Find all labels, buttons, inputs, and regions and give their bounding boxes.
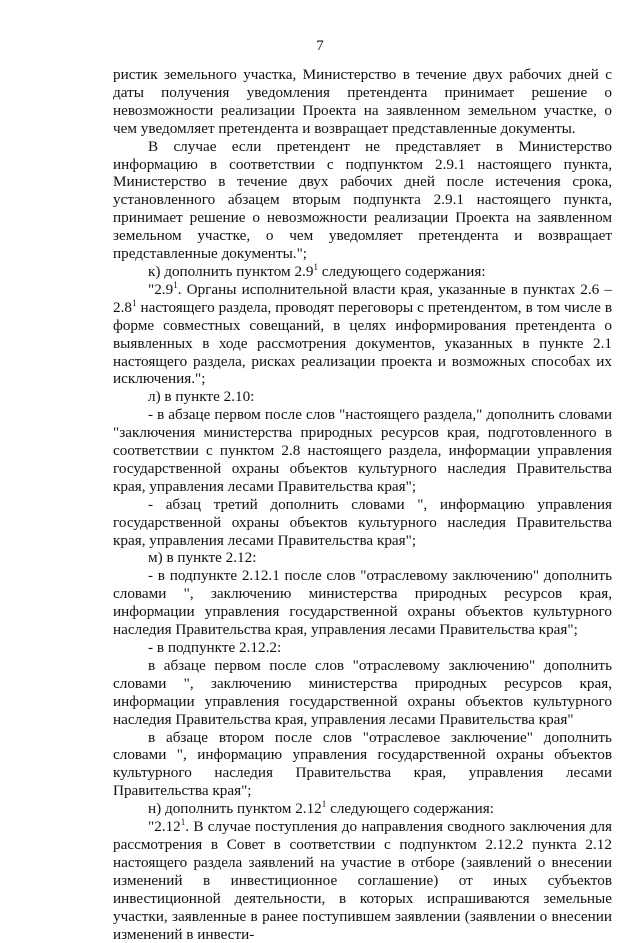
paragraph-text: в абзаце первом после слов "отраслевому заключению" дополнить словами ", заключению министерства природных ресурсов края, информации управления государственной охраны объектов культурного наследия Правительства края, управления лесами Правительства края" — [113, 656, 612, 728]
superscript: 1 — [321, 799, 327, 810]
paragraph — [113, 818, 612, 943]
paragraph — [113, 138, 612, 263]
paragraph — [113, 388, 612, 406]
paragraph-text: н) дополнить пунктом 2.12 — [148, 800, 322, 818]
superscript: 1 — [131, 297, 137, 308]
paragraph-text: к) дополнить пунктом 2.9 — [148, 262, 314, 280]
paragraph — [113, 496, 612, 550]
paragraph-text: . Органы исполнительной власти края, указанные в пунктах 2.6 – 2.8 — [113, 280, 612, 316]
paragraph — [113, 729, 612, 801]
paragraph — [113, 66, 612, 138]
superscript: 1 — [313, 261, 318, 272]
paragraph — [113, 263, 612, 281]
paragraph-text: В случае если претендент не представляет в Министерство информацию в соответствии с подпунктом 2.9.1 настоящего пункта, Министерство в течение двух рабочих дней после истечения срока, установленного абзацем вторым подпункта 2.9.1 настоящего пункта, принимает решение о невозможности реализации Проекта на заявленном земельном участке, о чем уведомляет претендента и возвращает представленные документы."; — [113, 137, 612, 263]
paragraph — [113, 657, 612, 729]
paragraph-text: - абзац третий дополнить словами ", информацию управления государственной охраны объектов культурного наследия Правительства края, управления лесами Правительства края"; — [113, 495, 612, 549]
document-body — [113, 66, 612, 943]
paragraph-text: . В случае поступления до направления сводного заключения для рассмотрения в Совет в соответствии с подпунктом 2.12.2 пункта 2.12 настоящего раздела заявлений на участие в отборе (заявлений о внесении изменений в инвестиционное соглашение) от иных субъектов инвестиционной деятельности, в которых испрашиваются земельные участки, заявленные в ранее поступившем заявлении (заявлении о внесении изменений в инвести- — [113, 818, 612, 943]
paragraph-text: м) в пункте 2.12: — [148, 549, 257, 567]
paragraph — [113, 567, 612, 639]
paragraph — [113, 406, 612, 496]
paragraph-text: - в подпункте 2.12.2: — [148, 639, 282, 656]
paragraph-text: л) в пункте 2.10: — [148, 388, 255, 406]
paragraph — [113, 281, 612, 388]
paragraph-text: - в абзаце первом после слов "настоящего раздела," дополнить словами "заключения министерства природных ресурсов края, подготовленного в соответствии с пунктом 2.8 настоящего раздела, информации управления государственной охраны объектов культурного наследия Правительства края, управления лесами Правительства края"; — [113, 406, 612, 495]
paragraph-text: настоящего раздела, проводят переговоры с претендентом, в том числе в форме совместных совещаний, в целях информирования претендента о выявленных в ходе рассмотрения документов, указанных в пункте 2.1 настоящего раздела, рисках реализации проекта и возможных способах их исключения."; — [113, 298, 612, 388]
paragraph-text: следующего содержания: — [326, 800, 494, 818]
paragraph-text: ристик земельного участка, Министерство в течение двух рабочих дней с даты получения уведомления претендента принимает решение о невозможности реализации Проекта на заявленном земельном участке, о чем уведомляет претендента и возвращает представленные документы. — [113, 66, 612, 137]
paragraph-text: - в подпункте 2.12.1 после слов "отраслевому заключению" дополнить словами ", заключению министерства природных ресурсов края, информации управления государственной охраны объектов культурного наследия Правительства края, управления лесами Правительства края"; — [113, 567, 612, 639]
superscript: 1 — [173, 279, 178, 290]
paragraph-text: "2.9 — [148, 280, 174, 298]
paragraph — [113, 639, 612, 657]
page-number: 7 — [316, 38, 324, 54]
paragraph-text: "2.12 — [148, 818, 181, 836]
paragraph-text: в абзаце втором после слов "отраслевое заключение" дополнить словами ", информацию управления государственной охраны объектов культурного наследия Правительства края, управления лесами Правительства края"; — [113, 728, 612, 800]
superscript: 1 — [180, 817, 186, 827]
paragraph-text: следующего содержания: — [317, 262, 486, 280]
paragraph — [113, 800, 612, 818]
paragraph — [113, 549, 612, 567]
